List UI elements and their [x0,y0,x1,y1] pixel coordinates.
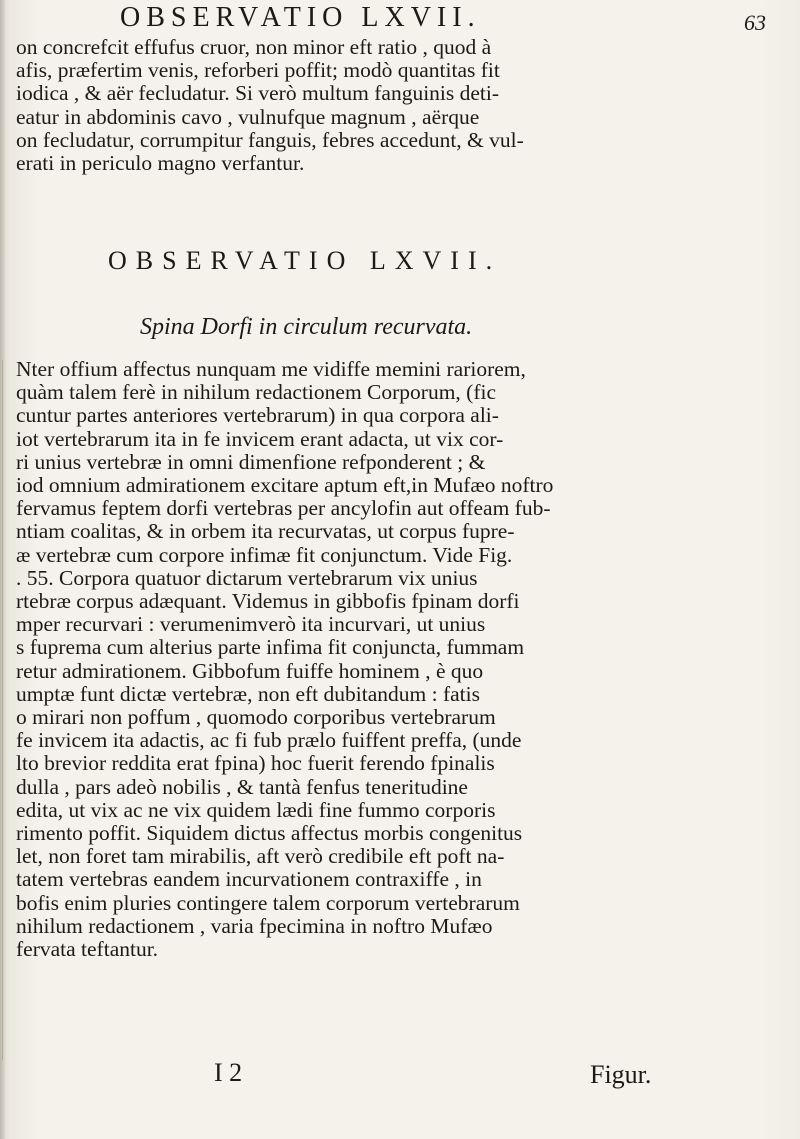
text-line: rimento poffit. Siquidem dictus affectus morbis congenitus [16,822,523,846]
text-line: ntiam coalitas, & in orbem ita recurvatas, ut corpus fupre- [16,520,515,544]
body-paragraph [16,358,788,961]
text-line: mper recurvari : verumenimverò ita incurvari, ut unius [16,613,486,637]
text-line: iodica , & aër fecludatur. Si verò multum fanguinis deti- [16,82,500,106]
text-line: afis, præfertim venis, reforberi poffit; modò quantitas fit [16,59,500,83]
text-line: eatur in abdominis cavo , vulnufque magnum , aërque [16,105,480,129]
text-line: rtebræ corpus adæquant. Videmus in gibbofis fpinam dorfi [16,590,520,614]
running-head: OBSERVATIO LXVII. [120,2,481,33]
text-line: . 55. Corpora quatuor dictarum vertebrarum vix unius [16,566,478,590]
observation-subtitle: Spina Dorfi in circulum recurvata. [140,314,473,340]
text-line: erati in periculo magno verfantur. [16,152,305,176]
text-line: fervata teftantur. [16,938,159,962]
signature-mark: I 2 [214,1058,243,1087]
text-line: dulla , pars adeò nobilis , & tantà fenfus teneritudine [16,775,468,799]
observation-heading: OBSERVATIO LXVII. [108,246,502,275]
text-line: tatem vertebras eandem incurvationem contraxiffe , in [16,868,482,892]
gutter-line [2,360,9,1060]
text-line: retur admirationem. Gibbofum fuiffe hominem , è quo [16,659,484,683]
text-line: on fecludatur, corrumpitur fanguis, febres accedunt, & vul- [16,128,524,152]
text-line: lto brevior reddita erat fpina) hoc fuerit ferendo fpinalis [16,752,495,776]
text-line: iod omnium admirationem excitare aptum eft,in Mufæo noftro [16,474,554,498]
text-line: Nter offium affectus nunquam me vidiffe memini rariorem, [16,358,526,381]
text-line: fervamus feptem dorfi vertebras per ancylofin aut offeam fub- [16,497,551,521]
catchword: Figur. [590,1060,652,1089]
text-line: on concrefcit effufus cruor, non minor eft ratio , quod à [16,36,492,59]
text-line: fe invicem ita adactis, ac fi fub prælo fuiffent preffa, (unde [16,729,522,753]
text-line: quàm talem ferè in nihilum redactionem Corporum, (fic [16,381,497,405]
text-line: nihilum redactionem , varia fpecimina in noftro Mufæo [16,914,493,938]
page-number: 63 [744,10,766,35]
text-line: o mirari non poffum , quomodo corporibus vertebrarum [16,706,496,730]
text-line: umptæ funt dictæ vertebræ, non eft dubitandum : fatis [16,682,480,706]
text-line: iot vertebrarum ita in fe invicem erant adacta, ut vix cor- [16,427,504,451]
text-line: s fuprema cum alterius parte infima fit conjuncta, fummam [16,636,525,660]
text-line: edita, ut vix ac ne vix quidem lædi fine fummo corporis [16,798,496,822]
text-line: let, non foret tam mirabilis, aft verò credibile eft poft na- [16,845,505,869]
text-line: bofis enim pluries contingere talem corporum vertebrarum [16,891,520,915]
text-line: cuntur partes anteriores vertebrarum) in qua corpora ali- [16,404,499,428]
text-line: æ vertebræ cum corpore infimæ fit conjunctum. Vide Fig. [16,543,513,567]
intro-paragraph [16,36,788,175]
text-line: ri unius vertebræ in omni dimenfione refponderent ; & [16,450,486,474]
